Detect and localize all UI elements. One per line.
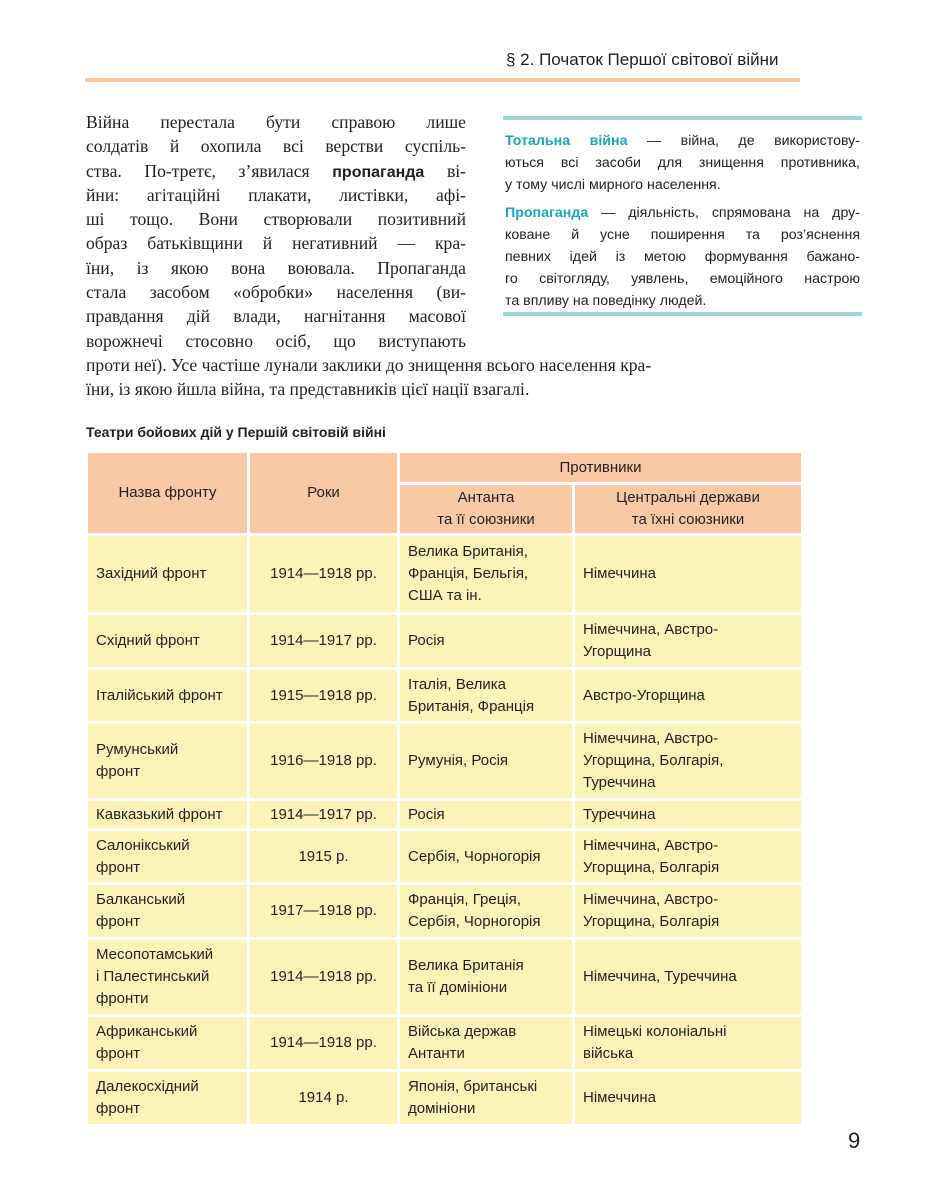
cell-years: 1914—1917 рр. bbox=[249, 800, 399, 830]
page-number: 9 bbox=[848, 1128, 861, 1153]
table-row bbox=[87, 614, 803, 669]
text-line: стала засобом «обробки» населення (ви- bbox=[86, 282, 466, 303]
table-caption: Театри бойових дій у Першій світовій війні bbox=[86, 424, 386, 440]
header-rule bbox=[85, 78, 800, 82]
cell-years: 1914—1917 рр. bbox=[249, 614, 399, 669]
cell-entente: Росія bbox=[399, 800, 574, 830]
table-row bbox=[87, 535, 803, 614]
text-line: їни, із якою вона воювала. Пропаганда bbox=[86, 257, 466, 278]
cell-front-name: Месопотамський і Палестинський фронти bbox=[87, 939, 249, 1016]
definition-line: у тому числі мирного населення. bbox=[505, 177, 721, 193]
definition-line: Пропаганда — діяльність, спрямована на дру- bbox=[505, 205, 860, 221]
cell-years: 1914—1918 рр. bbox=[249, 535, 399, 614]
cell-central: Німеччина, Австро- Угорщина, Болгарія, Туреччина bbox=[574, 723, 803, 800]
cell-years: 1915 р. bbox=[249, 830, 399, 884]
cell-front-name: Румунський фронт bbox=[87, 723, 249, 800]
term-propaganda: Пропаганда bbox=[505, 205, 589, 221]
text-line: проти неї). Усе частіше лунали заклики до знищення всього населення кра- bbox=[86, 354, 652, 375]
table-row bbox=[87, 800, 803, 830]
header-opponents: Противники bbox=[399, 452, 803, 484]
cell-central: Німецькі колоніальні війська bbox=[574, 1016, 803, 1071]
text-line bbox=[86, 159, 466, 183]
cell-entente: Франція, Греція, Сербія, Чорногорія bbox=[399, 884, 574, 939]
definition-line: го світогляду, уявлень, емоційного настрою bbox=[505, 271, 860, 287]
header-years: Роки bbox=[249, 452, 399, 535]
header-front-name: Назва фронту bbox=[87, 452, 249, 535]
cell-front-name: Далекосхідний фронт bbox=[87, 1071, 249, 1126]
table-row bbox=[87, 884, 803, 939]
cell-years: 1917—1918 рр. bbox=[249, 884, 399, 939]
text-line: образ батьківщини й негативний — кра- bbox=[86, 233, 466, 254]
cell-years: 1914—1918 рр. bbox=[249, 1016, 399, 1071]
cell-entente: Росія bbox=[399, 614, 574, 669]
text-line: їни, із якою йшла війна, та представників цієї нації взагалі. bbox=[86, 379, 530, 400]
table-row bbox=[87, 830, 803, 884]
cell-front-name: Салонікський фронт bbox=[87, 830, 249, 884]
text-line: солдатів й охопила всі верстви суспіль- bbox=[86, 136, 466, 157]
cell-entente: Велика Британія, Франція, Бельгія, США та ін. bbox=[399, 535, 574, 614]
running-header: § 2. Початок Першої світової війни bbox=[506, 50, 779, 69]
cell-entente: Японія, британські домініони bbox=[399, 1071, 574, 1126]
definition-total-war bbox=[505, 130, 860, 196]
cell-years: 1916—1918 рр. bbox=[249, 723, 399, 800]
cell-central: Туреччина bbox=[574, 800, 803, 830]
cell-central: Німеччина, Австро- Угорщина bbox=[574, 614, 803, 669]
cell-front-name: Західний фронт bbox=[87, 535, 249, 614]
cell-central: Німеччина, Туреччина bbox=[574, 939, 803, 1016]
propaganda-keyword: пропаганда bbox=[332, 163, 425, 181]
text-line: Війна перестала бути справою лише bbox=[86, 112, 466, 132]
cell-entente: Італія, Велика Британія, Франція bbox=[399, 669, 574, 723]
text-line: йни: агітаційні плакати, листівки, афі- bbox=[86, 184, 466, 205]
definition-line: ються всі засоби для знищення противника, bbox=[505, 155, 860, 171]
text-line: ворожнечі стосовно осіб, що виступають bbox=[86, 330, 466, 351]
cell-front-name: Кавказький фронт bbox=[87, 800, 249, 830]
table-row bbox=[87, 939, 803, 1016]
header-central: Центральні держави та їхні союзники bbox=[574, 484, 803, 535]
header-entente: Антанта та її союзники bbox=[399, 484, 574, 535]
definition-line: Тотальна війна — війна, де використову- bbox=[505, 133, 860, 149]
cell-central: Німеччина, Австро- Угорщина, Болгарія bbox=[574, 830, 803, 884]
table-body bbox=[87, 535, 803, 1126]
text-fragment: ства. По-третє, з’явилася bbox=[86, 160, 333, 181]
table-row bbox=[87, 1071, 803, 1126]
fronts-table bbox=[85, 450, 804, 1127]
definitions-box bbox=[503, 116, 862, 316]
cell-entente: Війська держав Антанти bbox=[399, 1016, 574, 1071]
table-row bbox=[87, 723, 803, 800]
cell-central: Німеччина, Австро- Угорщина, Болгарія bbox=[574, 884, 803, 939]
text-fragment: ві- bbox=[424, 160, 466, 181]
cell-front-name: Італійський фронт bbox=[87, 669, 249, 723]
cell-entente: Сербія, Чорногорія bbox=[399, 830, 574, 884]
table-row bbox=[87, 669, 803, 723]
text-line: правдання дій влади, нагнітання масової bbox=[86, 306, 466, 327]
cell-central: Німеччина bbox=[574, 1071, 803, 1126]
term-total-war: Тотальна війна bbox=[505, 133, 628, 149]
text-line: ші тощо. Вони створювали позитивний bbox=[86, 209, 466, 230]
cell-front-name: Африканський фронт bbox=[87, 1016, 249, 1071]
cell-years: 1914—1918 рр. bbox=[249, 939, 399, 1016]
definition-line: коване й усне поширення та роз’яснення bbox=[505, 227, 860, 243]
definition-line: та впливу на поведінку людей. bbox=[505, 293, 707, 309]
cell-years: 1914 р. bbox=[249, 1071, 399, 1126]
cell-central: Німеччина bbox=[574, 535, 803, 614]
definition-propaganda bbox=[505, 202, 860, 312]
cell-front-name: Східний фронт bbox=[87, 614, 249, 669]
cell-front-name: Балканський фронт bbox=[87, 884, 249, 939]
cell-entente: Велика Британія та її домініони bbox=[399, 939, 574, 1016]
definition-line: певних ідей із метою формування бажано- bbox=[505, 249, 860, 265]
cell-years: 1915—1918 рр. bbox=[249, 669, 399, 723]
cell-central: Австро-Угорщина bbox=[574, 669, 803, 723]
table-row bbox=[87, 1016, 803, 1071]
cell-entente: Румунія, Росія bbox=[399, 723, 574, 800]
